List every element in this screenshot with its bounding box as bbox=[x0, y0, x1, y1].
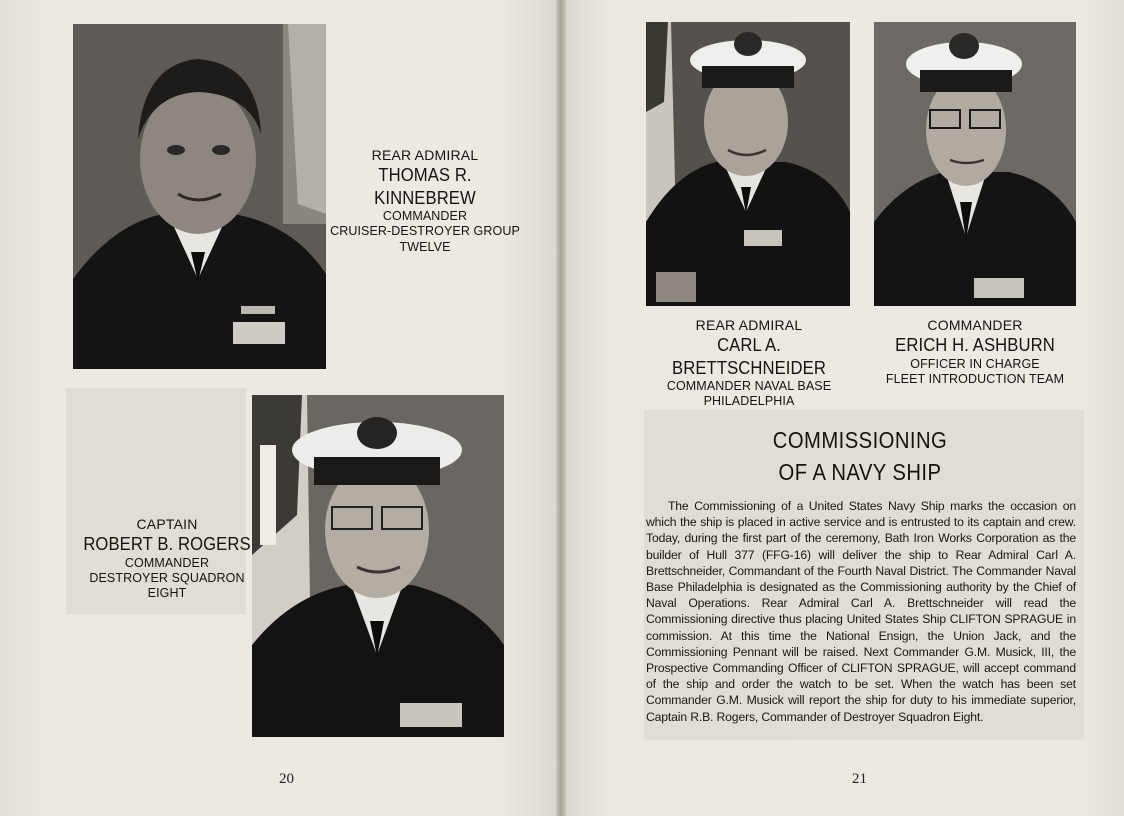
officer-role-line: COMMANDER bbox=[382, 209, 468, 224]
officer-rank: REAR ADMIRAL bbox=[695, 317, 803, 333]
portrait-photo-rogers bbox=[252, 395, 504, 737]
caption-ashburn bbox=[868, 317, 1082, 387]
caption-brettschneider bbox=[632, 317, 866, 410]
article-heading bbox=[620, 424, 1100, 488]
page-number: 21 bbox=[852, 771, 867, 787]
officer-role-line: COMMANDER bbox=[124, 555, 210, 570]
officer-role-line: TWELVE bbox=[399, 239, 451, 254]
officer-name: CARL A. BRETTSCHNEIDER bbox=[672, 334, 826, 378]
portrait-photo-brettschneider bbox=[646, 22, 850, 306]
caption-rogers bbox=[72, 516, 262, 601]
officer-name: THOMAS R. KINNEBREW bbox=[374, 164, 476, 208]
book-gutter bbox=[556, 0, 566, 816]
officer-rank: REAR ADMIRAL bbox=[371, 147, 479, 163]
portrait-photo-kinnebrew bbox=[73, 24, 326, 369]
portrait-photo-ashburn bbox=[874, 22, 1076, 306]
officer-role-line: CRUISER-DESTROYER GROUP bbox=[330, 224, 520, 239]
page-number: 20 bbox=[279, 771, 294, 787]
officer-role-line: EIGHT bbox=[147, 586, 187, 601]
caption-kinnebrew bbox=[320, 147, 530, 255]
officer-role-line: COMMANDER NAVAL BASE bbox=[666, 379, 832, 394]
heading-line: COMMISSIONING bbox=[772, 427, 948, 453]
officer-role-line: PHILADELPHIA bbox=[703, 394, 795, 409]
officer-name: ROBERT B. ROGERS bbox=[83, 533, 251, 555]
officer-role-line: FLEET INTRODUCTION TEAM bbox=[885, 371, 1065, 386]
officer-role-line: DESTROYER SQUADRON bbox=[89, 570, 245, 585]
officer-rank: COMMANDER bbox=[927, 317, 1023, 333]
officer-rank: CAPTAIN bbox=[136, 516, 198, 532]
officer-name: ERICH H. ASHBURN bbox=[895, 334, 1055, 356]
officer-role-line: OFFICER IN CHARGE bbox=[910, 356, 1040, 371]
heading-line: OF A NAVY SHIP bbox=[778, 459, 942, 485]
article-body: The Commissioning of a United States Navy Ship marks the occasion on which the ship is placed in active service and is entrusted to its captain and crew. Today, during the first part of the ceremony, Bath Iron Works Corporation as the builder of Hull 377 (FFG-16) will deliver the ship to Rear Admiral Carl A. Brettschneider, Commandant of the Fourth Naval District. The Commander Naval Base Philadelphia is designated as the Commissioning authority by the Chief of Naval Operations. Rear Admiral Carl A. Brettschneider will read the Commissioning directive thus placing United States Ship CLIFTON SPRAGUE in commission. At this time the National Ensign, the Union Jack, and the Commissioning Pennant will be raised. Next Commander G.M. Musick, III, the Prospective Commanding Officer of CLIFTON SPRAGUE, will accept command of the ship and order the watch to be set. When the watch has been set Commander G.M. Musick will report the ship for duty to his immediate superior, Captain R.B. Rogers, Commander of Destroyer Squadron Eight. bbox=[646, 499, 1076, 724]
